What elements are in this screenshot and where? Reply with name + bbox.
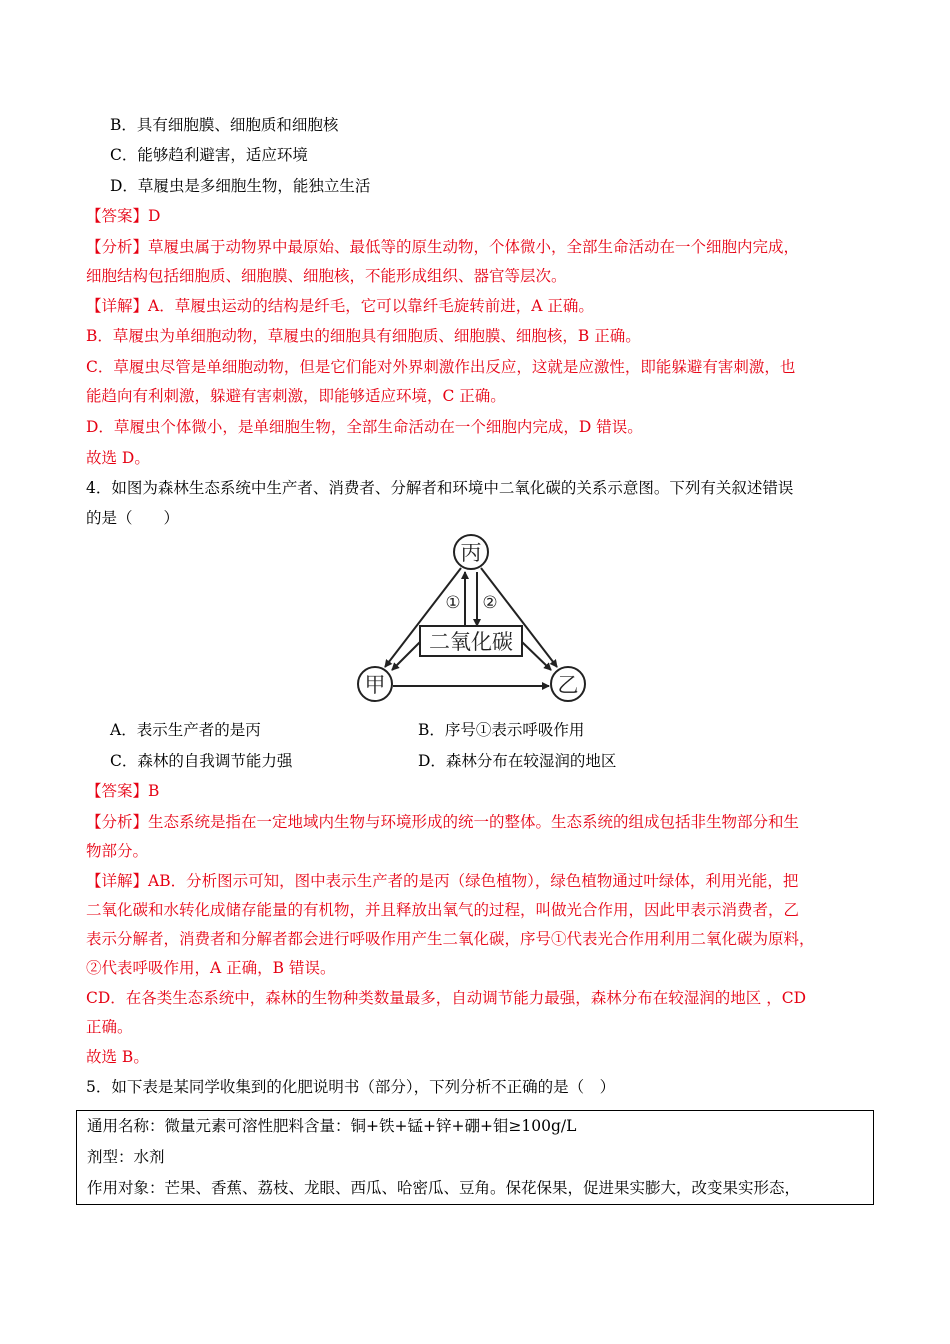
arrow-2-label: ② bbox=[482, 593, 498, 613]
detail-text: AB．分析图示可知，图中表示生产者的是丙（绿色植物），绿色植物通过叶绿体，利用光能，把 bbox=[148, 872, 799, 890]
analysis-text: 草履虫属于动物界中最原始、最低等的原生动物，个体微小，全部生命活动在一个细胞内完成， bbox=[148, 238, 800, 256]
arrow-1-label: ① bbox=[445, 593, 461, 613]
q3-analysis-cont: 细胞结构包括细胞质、细胞膜、细胞核，不能形成组织、器官等层次。 bbox=[86, 267, 567, 285]
q3-detail-c1: C．草履虫尽管是单细胞动物，但是它们能对外界刺激作出反应，这就是应激性，即能躲避有害刺激，也 bbox=[86, 358, 796, 376]
analysis-tag: 【分析】 bbox=[86, 813, 149, 831]
q3-option-b: B．具有细胞膜、细胞质和细胞核 bbox=[110, 116, 339, 134]
detail-text: A．草履虫运动的结构是纤毛，它可以靠纤毛旋转前进，A 正确。 bbox=[148, 297, 594, 315]
analysis-tag: 【分析】 bbox=[86, 238, 149, 256]
q3-conclusion: 故选 D。 bbox=[86, 449, 150, 467]
table-row bbox=[77, 1173, 874, 1205]
q4-option-a: A．表示生产者的是丙 bbox=[110, 721, 261, 739]
arrow-co2-left bbox=[392, 642, 420, 670]
q4-analysis bbox=[86, 812, 864, 832]
q3-analysis bbox=[86, 237, 864, 257]
node-right-label: 乙 bbox=[557, 673, 579, 697]
q4-stem-2: 的是（ ） bbox=[86, 509, 180, 527]
table-row bbox=[77, 1142, 874, 1173]
node-left-label: 甲 bbox=[364, 673, 386, 697]
q4-stem-1: 4．如图为森林生态系统中生产者、消费者、分解者和环境中二氧化碳的关系示意图。下列有关叙述错误 bbox=[86, 479, 794, 497]
table-row bbox=[77, 1111, 874, 1143]
q4-detail-2: 二氧化碳和水转化成储存能量的有机物，并且释放出氧气的过程，叫做光合作用，因此甲表示消费者，乙 bbox=[86, 901, 800, 919]
q3-detail bbox=[86, 296, 864, 316]
q4-conclusion: 故选 B。 bbox=[86, 1048, 149, 1066]
analysis-text: 生态系统是指在一定地域内生物与环境形成的统一的整体。生态系统的组成包括非生物部分和生 bbox=[148, 813, 800, 831]
q4-option-d: D．森林分布在较湿润的地区 bbox=[418, 752, 617, 770]
table-cell: 作用对象：芒果、香蕉、荔枝、龙眼、西瓜、哈密瓜、豆角。保花保果，促进果实膨大，改变果实形态， bbox=[87, 1179, 801, 1197]
node-top-label: 丙 bbox=[460, 541, 482, 565]
q3-detail-d: D．草履虫个体微小，是单细胞生物，全部生命活动在一个细胞内完成，D 错误。 bbox=[86, 418, 643, 436]
answer-value: B bbox=[148, 782, 160, 800]
table-cell: 剂型：水剂 bbox=[87, 1148, 165, 1166]
q4-detail-6: 正确。 bbox=[86, 1018, 133, 1036]
q4-answer bbox=[86, 781, 864, 801]
q3-detail-b: B．草履虫为单细胞动物，草履虫的细胞具有细胞质、细胞膜、细胞核，B 正确。 bbox=[86, 327, 641, 345]
detail-tag: 【详解】 bbox=[86, 872, 149, 890]
answer-value: D bbox=[148, 207, 161, 225]
detail-tag: 【详解】 bbox=[86, 297, 149, 315]
q3-answer bbox=[86, 206, 864, 226]
q4-option-c: C．森林的自我调节能力强 bbox=[110, 752, 293, 770]
answer-tag: 【答案】 bbox=[86, 782, 149, 800]
fertilizer-table bbox=[76, 1110, 874, 1205]
q4-detail-5: CD．在各类生态系统中，森林的生物种类数量最多，自动调节能力最强，森林分布在较湿润的地区 ，CD bbox=[86, 989, 807, 1007]
answer-tag: 【答案】 bbox=[86, 207, 149, 225]
q4-detail-4: ②代表呼吸作用，A 正确，B 错误。 bbox=[86, 959, 336, 977]
q5-stem: 5．如下表是某同学收集到的化肥说明书（部分），下列分析不正确的是（ ） bbox=[86, 1078, 616, 1096]
q3-option-c: C．能够趋利避害，适应环境 bbox=[110, 146, 308, 164]
arrow-co2-right bbox=[522, 642, 551, 670]
q3-detail-c2: 能趋向有利刺激，躲避有害刺激，即能够适应环境，C 正确。 bbox=[86, 387, 506, 405]
table-cell: 通用名称：微量元素可溶性肥料含量：铜+铁+锰+锌+硼+钼≥100g/L bbox=[87, 1117, 577, 1135]
q4-option-b: B．序号①表示呼吸作用 bbox=[418, 721, 585, 739]
q4-analysis-cont: 物部分。 bbox=[86, 842, 149, 860]
co2-label: 二氧化碳 bbox=[429, 630, 513, 654]
q4-detail-3: 表示分解者，消费者和分解者都会进行呼吸作用产生二氧化碳，序号①代表光合作用利用二氧化碳为原料， bbox=[86, 930, 815, 948]
q4-detail bbox=[86, 871, 864, 891]
ecosystem-diagram bbox=[350, 532, 595, 707]
q3-option-d: D．草履虫是多细胞生物，能独立生活 bbox=[110, 177, 371, 195]
